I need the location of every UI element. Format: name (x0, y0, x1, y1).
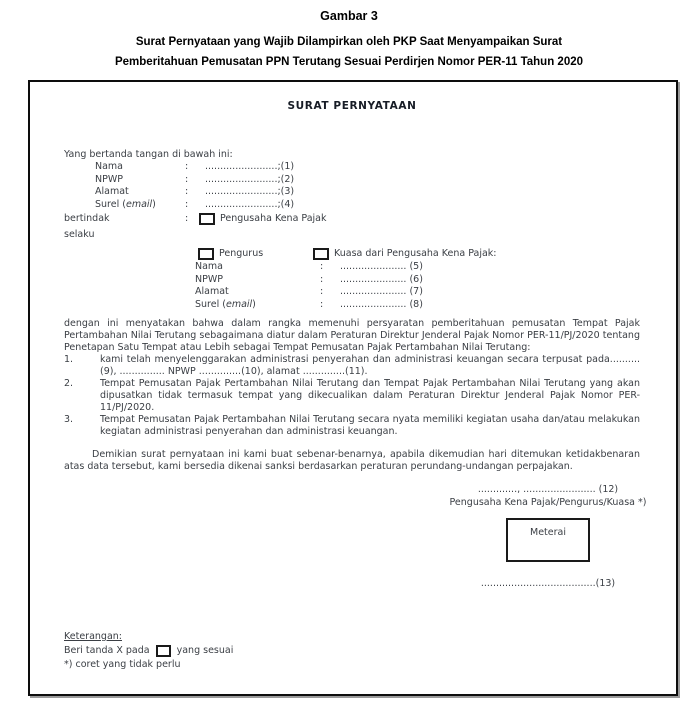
representative-field-row-npwp (64, 274, 640, 287)
signature-name-line: ......................................(13) (480, 578, 616, 589)
field-label-suffix: ) (152, 198, 156, 210)
figure-label: Gambar 3 (320, 9, 378, 23)
field-colon: : (185, 173, 189, 185)
item-text: kami telah menyelenggarakan administrasi penyerahan dan administrasi keuangan secara terpusat pada..........(9), ............... NPWP ..............(10), alamat ..............(11). (100, 354, 640, 377)
representative-field-row-alamat (64, 286, 640, 299)
notes-block (64, 630, 233, 672)
closing-paragraph: Demikian surat pernyataan ini kami buat sebenar-benarnya, apabila dikemudian hari ditemukan ketidakbenaran atas data tersebut, kami bersedia dikenai sanksi berdasarkan peraturan perundang-undangan perpajakan. (64, 449, 640, 472)
pengurus-checkbox[interactable] (198, 248, 214, 260)
field-label (195, 299, 320, 312)
field-label-italic: email (225, 298, 253, 310)
field-label-text: Surel ( (95, 198, 126, 210)
item-number: 2. (64, 378, 74, 389)
legend-checkbox (156, 645, 171, 657)
bertindak-colon: : (185, 213, 189, 224)
field-label-text: Surel ( (195, 298, 226, 310)
pkp-checkbox-label: Pengusaha Kena Pajak (220, 213, 327, 224)
meterai-label: Meterai (530, 527, 566, 538)
pengurus-option (198, 247, 313, 261)
role-checkbox-row (198, 247, 640, 261)
figure-subtitle-line2: Pemberitahuan Pemusatan PPN Terutang Sesuai Perdirjen Nomor PER-11 Tahun 2020 (114, 56, 584, 68)
kuasa-option (313, 247, 497, 261)
field-label-italic: email (125, 198, 153, 210)
signer-field-row-alamat (64, 186, 640, 199)
field-label-text: Alamat (95, 186, 129, 197)
field-value: ...................... (8) (340, 298, 423, 310)
field-label (195, 274, 320, 287)
notes-heading: Keterangan: (64, 631, 122, 642)
numbered-item-3 (64, 414, 640, 438)
field-label (95, 186, 185, 199)
signature-role-line: Pengusaha Kena Pajak/Pengurus/Kuasa *) (449, 497, 647, 508)
field-colon: : (320, 286, 324, 297)
field-label-text: Nama (95, 161, 124, 172)
signer-field-row-npwp (64, 174, 640, 187)
field-value: ...................... (5) (340, 261, 423, 272)
notes-line-1 (64, 644, 233, 658)
field-value: ...................... (7) (340, 286, 423, 297)
field-value: ...................... (6) (340, 273, 423, 285)
field-colon: : (320, 273, 324, 285)
field-label-text: NPWP (95, 173, 123, 185)
item-text: Tempat Pemusatan Pajak Pertambahan Nilai Terutang dan Tempat Pajak Pertambahan Nilai Terutang yang akan dipusatkan tidak termasuk tempat yang dikecualikan dalam Peraturan Direktur Jenderal Pajak Nomor PER-11/PJ/2020. (100, 378, 640, 413)
field-value: ........................;(4) (205, 198, 295, 210)
field-label (95, 161, 185, 174)
signer-field-row-surel (64, 199, 640, 212)
selaku-label: selaku (64, 229, 95, 240)
document-title: SURAT PERNYATAAN (287, 100, 417, 112)
field-value: ........................;(2) (205, 173, 295, 185)
field-label (95, 174, 185, 187)
item-number: 1. (64, 354, 74, 365)
item-text: Tempat Pemusatan Pajak Pertambahan Nilai Terutang secara nyata memiliki kegiatan usaha dan/atau melakukan kegiatan administrasi penyerahan dan administrasi keuangan. (100, 414, 640, 437)
field-label-text: Nama (195, 261, 224, 272)
meterai-stamp-box (506, 518, 590, 562)
field-value: ........................;(3) (205, 186, 295, 197)
signer-field-row-nama (64, 161, 640, 174)
kuasa-checkbox[interactable] (313, 248, 329, 260)
field-label (195, 261, 320, 274)
notes-line1-suffix: yang sesuai (176, 645, 234, 656)
pengurus-checkbox-label: Pengurus (219, 248, 264, 259)
statement-letter-box (28, 80, 678, 696)
field-colon: : (185, 161, 189, 172)
figure-subtitle-line1: Surat Pernyataan yang Wajib Dilampirkan oleh PKP Saat Menyampaikan Surat (135, 36, 563, 48)
field-label (195, 286, 320, 299)
kuasa-checkbox-label: Kuasa dari Pengusaha Kena Pajak: (334, 248, 497, 259)
notes-line-2: *) coret yang tidak perlu (64, 659, 181, 670)
item-number: 3. (64, 414, 74, 425)
field-colon: : (320, 298, 324, 310)
representative-field-row-surel (64, 299, 640, 312)
signature-block (422, 483, 674, 590)
field-label-suffix: ) (252, 298, 256, 310)
statement-paragraph: dengan ini menyatakan bahwa dalam rangka memenuhi persyaratan pemberitahuan pemusatan Tempat Pajak Pertambahan Nilai Terutang sebagaimana diatur dalam Peraturan Direktur Jenderal Pajak Nomor PER-11/PJ/2020 tentang Penetapan Satu Tempat atau Lebih sebagai Tempat Pemusatan Pajak Pertambahan Nilai Terutang: (64, 318, 640, 353)
bertindak-label: bertindak (64, 213, 110, 224)
representative-field-row-nama (64, 261, 640, 274)
field-value: ........................;(1) (205, 161, 295, 172)
notes-line1-prefix: Beri tanda X pada (64, 645, 150, 656)
numbered-item-2 (64, 378, 640, 414)
numbered-item-1 (64, 354, 640, 378)
field-label (95, 199, 185, 212)
field-colon: : (185, 186, 189, 197)
field-label-text: NPWP (195, 273, 223, 285)
intro-line: Yang bertanda tangan di bawah ini: (64, 148, 233, 160)
field-colon: : (320, 261, 324, 272)
signature-date-line: ............., ........................ (12) (477, 484, 619, 495)
bertindak-row (64, 212, 640, 226)
field-label-text: Alamat (195, 286, 229, 297)
field-colon: : (185, 198, 189, 210)
pkp-checkbox[interactable] (199, 213, 215, 225)
